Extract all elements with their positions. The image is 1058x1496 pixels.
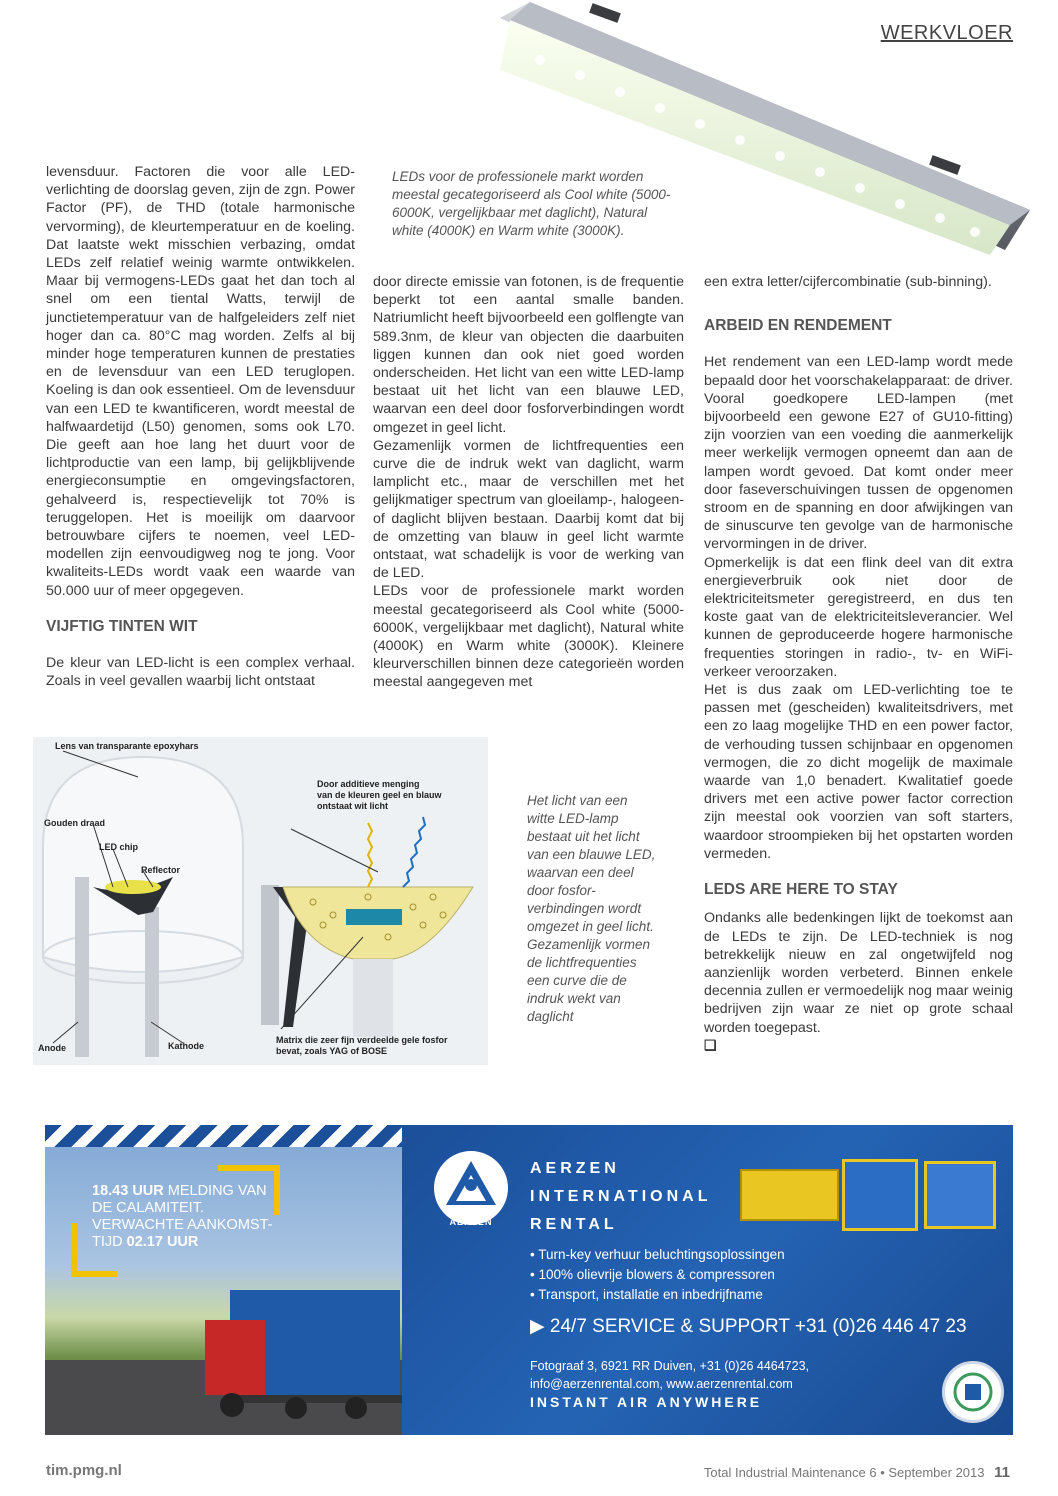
ad-bullet: • Turn-key verhuur beluchtingsoplossingen [530,1247,785,1262]
article-column-2 [373,273,684,692]
label-mixing: van de kleuren geel en blauw [317,790,442,800]
label-mixing: Door additieve menging [317,779,420,789]
paragraph: LEDs voor de professionele markt worden meestal gecategoriseerd als Cool white (5000-6000K, vergelijkbaar met daglicht), Natural white (4000K) en Warm white (3000K). Kleinere kleurverschillen binnen deze categorieën worden meestal aangegeven met [373,583,684,691]
ad-overlay-line: 18.43 UUR MELDING VAN [92,1183,267,1199]
lamp-caption: LEDs voor de professionele markt worden meestal gecategoriseerd als Cool white (5000-6000K, vergelijkbaar met daglicht), Natural white (4000K) en Warm white (3000K). [392,169,671,238]
label-cathode: Kathode [168,1041,204,1051]
company-name-line: AERZEN [530,1160,620,1177]
end-mark: ❑ [704,1037,717,1054]
website-link[interactable]: tim.pmg.nl [46,1462,122,1479]
label-lens: Lens van transparante epoxyhars [55,741,199,751]
section-heading: LEDS ARE HERE TO STAY [704,881,898,899]
ad-photo [45,1125,402,1435]
paragraph: een extra letter/cijfercombinatie (sub-binning). [704,274,992,290]
ad-contact-link[interactable]: info@aerzenrental.com, www.aerzenrental.com [530,1377,793,1391]
ad-bullet: • Transport, installatie en inbedrijfname [530,1287,763,1302]
certification-seal-icon [942,1361,1004,1423]
paragraph: Gezamenlijk vormen de lichtfrequenties een curve die de indruk wekt van daglicht, warm lamplicht etc., maar de verschillen met het gelijkmatiger spectrum van gloeilamp-, halogeen- of daglicht blijven bestaan. Daarbij komt dat bij de omzetting van blauw in geel licht warmte ontstaat, wat schadelijk is voor de werking van de LED. [373,437,684,582]
service-line[interactable] [530,1315,967,1338]
paragraph: Het is dus zaak om LED-verlichting toe te passen met (gescheiden) kwaliteitsdrivers, met een zo laag mogelijke THD en een power factor, de verhouding tussen schijnbaar en opgenomen vermogen, die zo dicht mogelijk de maximale waarde van 1,0 benadert. Kwalitatief goede drivers met een active power factor correction zijn meestal ook voorzien van soft starters, waardoor stroompieken bij het opstarten worden vermeden. [704,682,1013,862]
diagram-caption: Het licht van een witte LED-lamp bestaat uit het licht van een blauwe LED, waarvan een deel door fosfor-verbindingen wordt omgezet in geel licht. Gezamenlijk vormen de lichtfrequenties een curve die de indruk wekt van daglicht [527,793,656,1024]
logo-text: AERZEN [449,1217,493,1227]
play-arrow-icon: ▶ [530,1316,545,1337]
magazine-name: Total Industrial Maintenance 6 • September 2013 [703,1465,985,1480]
page-number: 11 [994,1464,1010,1481]
service-text: 24/7 SERVICE & SUPPORT +31 (0)26 446 47 23 [549,1316,967,1337]
aerzen-advertisement[interactable] [45,1125,1013,1435]
article-column-1 [46,163,355,690]
label-matrix: bevat, zoals YAG of BOSE [276,1046,388,1056]
article-column-3 [704,273,1013,1055]
section-tag: WERKVLOER [880,22,1013,44]
paragraph: levensduur. Factoren die voor alle LED-verlichting de doorslag geven, zijn de zgn. Power Factor (PF), de THD (totale harmonische vervorming), de kleurtemperatuur en de koeling. Dat laatste wekt misschien verbazing, omdat LEDs zelf relatief weinig warmte ontwikkelen. Maar bij vermogens-LEDs gaat het dan toch al snel om een tiental Watts, terwijl de junctietemperatuur van de halfgeleiders zelf niet hoger dan ca. 80°C mag worden. Zelfs al bij minder hoge temperaturen kunnen de prestaties en de levensduur van een LED teruglopen. Koeling is dan ook essentieel. Om de levensduur van een LED te kwantificeren, wordt meestal de halfwaardetijd (L50) genomen, soms ook L70. Die geeft aan hoe lang het duurt voor de lichtproductie van een lamp, bij gelijkblijvende energieconsumptie en omgevingsfactoren, gehalveerd is, respectievelijk tot 70% is teruggelopen. Het is moeilijk om daarvoor betrouwbare cijfers te noemen, veel LED-modellen zijn eenvoudigweg nog te jong. Voor kwaliteits-LEDs wordt vaak een waarde van 50.000 uur of meer opgegeven. [46,164,355,599]
label-mixing: ontstaat wit licht [317,801,389,811]
company-name-line: INTERNATIONAL [530,1188,712,1205]
paragraph: Opmerkelijk is dat een flink deel van dit extra energieverbruik ook niet door de elektriciteitsmeter geregistreerd, en dus ten koste gaat van de elektriciteitsleverancier. Wel kunnen de geproduceerde hogere harmonische frequenties storingen in radio-, tv- en WiFi-verkeer veroorzaken. [704,554,1013,680]
container-image [740,1169,839,1221]
company-name-line: RENTAL [530,1216,618,1233]
label-anode: Anode [38,1043,66,1053]
ad-overlay-line: TIJD 02.17 UUR [92,1234,199,1250]
label-matrix: Matrix die zeer fijn verdeelde gele fosfor [276,1035,448,1045]
magazine-info [704,1464,1010,1481]
container-image [924,1161,996,1229]
ad-tagline: INSTANT AIR ANYWHERE [530,1394,763,1410]
paragraph: door directe emissie van fotonen, is de frequentie beperkt tot een aantal smalle banden. Natriumlicht heeft bijvoorbeeld een golflengte van 589.3nm, de kleur van objecten die daarbuiten liggen kunnen dan ook niet goed worden onderscheiden. Het licht van een witte LED-lamp bestaat uit het licht van een blauwe LED, waarvan een deel door fosforverbindingen wordt omgezet in geel licht. [373,274,684,436]
ad-overlay-line: DE CALAMITEIT. [92,1200,204,1216]
section-heading: VIJFTIG TINTEN WIT [46,617,198,635]
label-reflector: Reflector [141,865,181,875]
section-heading: ARBEID EN RENDEMENT [704,317,892,335]
container-image [842,1159,918,1231]
paragraph: De kleur van LED-licht is een complex verhaal. Zoals in veel gevallen waarbij licht ontstaat [46,655,355,690]
label-chip: LED chip [99,842,139,852]
ad-bullet: • 100% olievrije blowers & compressoren [530,1267,775,1282]
ad-address: Fotograaf 3, 6921 RR Duiven, +31 (0)26 4464723, [530,1359,810,1373]
paragraph: Ondanks alle bedenkingen lijkt de toekomst aan de LEDs te zijn. De LED-techniek is nog betrekkelijk nieuw en zal ongetwijfeld nog aanzienlijk worden verbeterd. Binnen enkele decennia zullen er vermoedelijk nog maar weinig bedrijven zijn waar ze niet op grote schaal worden toegepast. [704,910,1013,1036]
ad-overlay-line: VERWACHTE AANKOMST- [92,1217,273,1233]
ad-info-panel [402,1125,1013,1435]
led-diagram-drawing [33,737,488,1065]
label-wire: Gouden draad [44,818,106,828]
paragraph: Het rendement van een LED-lamp wordt mede bepaald door het voorschakelapparaat: de driver. Vooral goedkopere LED-lampen (met bijvoorbeeld een gewone E27 of GU10-fitting) zijn voorzien van een voeding die aanmerkelijk meer werkelijk vermogen opneemt dan aan de lampen wordt gevoed. Dat komt onder meer door faseverschuivingen tussen de opgenomen stroom en de spanning en door afwijkingen van de sinuscurve ten gevolge van de harmonische vervormingen in de driver. [704,354,1013,553]
led-diagram [33,737,488,1065]
aerzen-logo-icon [434,1151,508,1225]
